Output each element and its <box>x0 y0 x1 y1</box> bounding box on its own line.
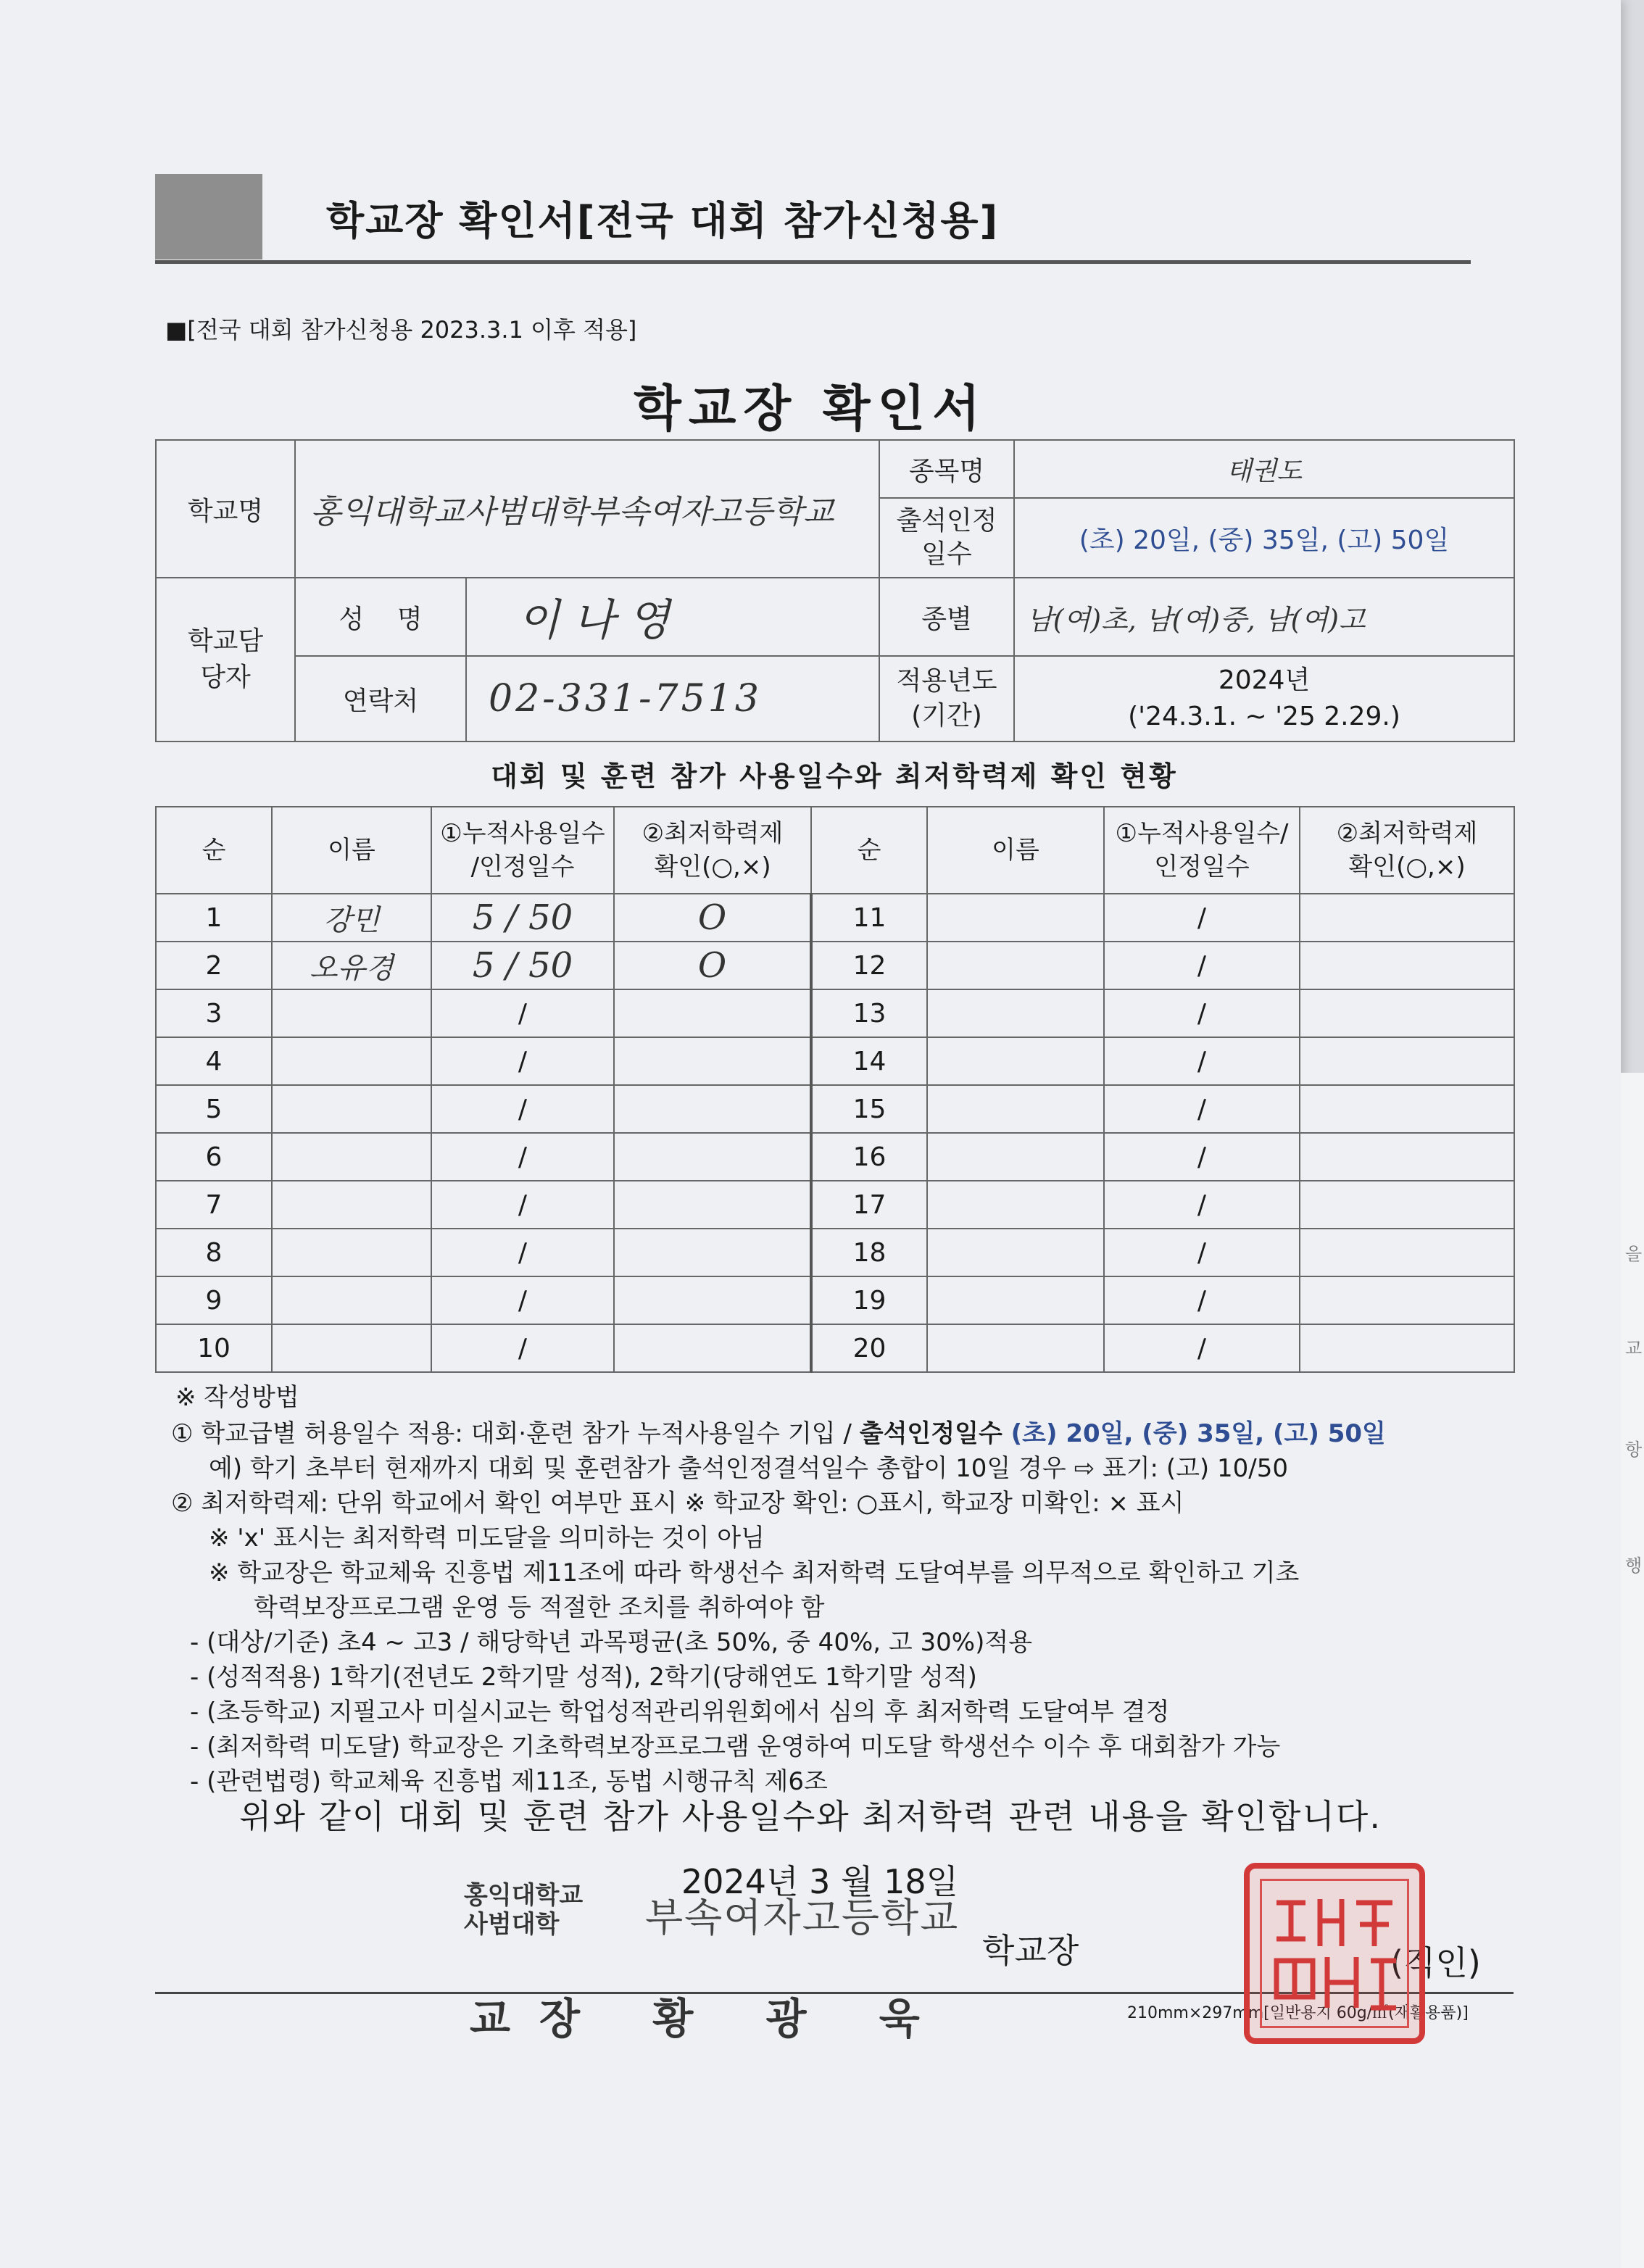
row-name <box>272 1229 431 1276</box>
col-days-r1: ①누적사용일수/ <box>1115 819 1289 848</box>
method-detail-1: - (대상/기준) 초4 ~ 고3 / 해당학년 과목평균(초 50%, 중 40%, 고 30%)적용 <box>190 1628 1033 1657</box>
header-title: 학교장 확인서[전국 대회 참가신청용] <box>326 198 1000 244</box>
row-name <box>272 1181 431 1229</box>
row-check <box>614 1229 811 1276</box>
table-row <box>156 1324 1514 1372</box>
method-1a: ① 학교급별 허용일수 적용: 대회·훈련 참가 누적사용일수 기입 / <box>171 1419 860 1448</box>
method-detail-3: - (초등학교) 지필고사 미실시교는 학업성적관리위원회에서 심의 후 최저학력 도달여부 결정 <box>190 1698 1170 1727</box>
row-name <box>272 1133 431 1181</box>
table-row <box>156 1085 1514 1133</box>
row-no-right: 16 <box>811 1133 927 1181</box>
info-table <box>155 439 1515 742</box>
row-check-right <box>1300 1037 1514 1085</box>
row-no: 3 <box>156 989 272 1037</box>
year-value: 2024년 <box>1218 665 1311 695</box>
table-row <box>156 1037 1514 1085</box>
contact-label: 연락처 <box>295 656 466 742</box>
row-no-right: 19 <box>811 1276 927 1324</box>
attendance-value: (초) 20일, (중) 35일, (고) 50일 <box>1014 498 1514 578</box>
year-label-1: 적용년도 <box>896 666 997 696</box>
row-check <box>614 1324 811 1372</box>
name-value: 이나영 <box>466 578 879 656</box>
method-detail-2: - (성적적용) 1학기(전년도 2학기말 성적), 2학기(당해연도 1학기말 성적) <box>190 1663 977 1692</box>
usage-table <box>155 806 1515 1373</box>
row-days: / <box>431 1181 614 1229</box>
header-rule <box>155 260 1471 264</box>
stamp-main: 부속여자고등학교 <box>645 1895 960 1940</box>
row-days-right: / <box>1104 942 1300 989</box>
row-name <box>272 1037 431 1085</box>
row-check <box>614 1181 811 1229</box>
row-check-right <box>1300 1181 1514 1229</box>
method-detail-4: - (최저학력 미도달) 학교장은 기초학력보장프로그램 운영하여 미도달 학생선수 이수 후 대회참가 가능 <box>190 1732 1281 1761</box>
row-no: 7 <box>156 1181 272 1229</box>
row-name <box>272 989 431 1037</box>
year-value-cell <box>1014 656 1514 742</box>
col-days <box>431 807 614 894</box>
table-row <box>156 1229 1514 1276</box>
row-days-right: / <box>1104 894 1300 942</box>
row-name-right <box>927 942 1104 989</box>
row-name-right <box>927 1181 1104 1229</box>
stamp-line2: 사범대학 <box>464 1910 560 1939</box>
row-no-right: 18 <box>811 1229 927 1276</box>
row-days: / <box>431 1133 614 1181</box>
col-days-r2: 인정일수 <box>1154 852 1250 881</box>
row-days: / <box>431 1229 614 1276</box>
confirm-statement: 위와 같이 대회 및 훈련 참가 사용일수와 최저학력 관련 내용을 확인합니다. <box>239 1797 1382 1836</box>
principal-name-stamp: 교장 황 광 욱 <box>470 1994 949 2043</box>
manager-label-text: 학교담당자 <box>187 626 264 692</box>
row-no-right: 15 <box>811 1085 927 1133</box>
stamp-small-text <box>464 1881 583 1939</box>
col-days-right <box>1104 807 1300 894</box>
edge-char-c: 항 <box>1625 1440 1643 1460</box>
section-title: 대회 및 훈련 참가 사용일수와 최저학력제 확인 현황 <box>491 760 1178 792</box>
row-no-right: 11 <box>811 894 927 942</box>
seal-pattern-icon <box>1262 1881 1407 2026</box>
row-check-right <box>1300 894 1514 942</box>
table-header-row <box>156 807 1514 894</box>
manager-label <box>156 578 295 742</box>
row-no: 10 <box>156 1324 272 1372</box>
row-check: O <box>614 942 811 989</box>
row-check-right <box>1300 1229 1514 1276</box>
row-no-right: 20 <box>811 1324 927 1372</box>
col-name-right: 이름 <box>927 807 1104 894</box>
col-no: 순 <box>156 807 272 894</box>
col-check-2: 확인(○,×) <box>654 852 771 881</box>
row-check <box>614 989 811 1037</box>
col-check-r1: ②최저학력제 <box>1336 819 1478 848</box>
table-row <box>156 1133 1514 1181</box>
table-row <box>156 1181 1514 1229</box>
gender-label: 종별 <box>879 578 1014 656</box>
method-1 <box>171 1413 1386 1449</box>
row-days: 5 / 50 <box>431 894 614 942</box>
header-gray-block <box>155 174 262 259</box>
year-label <box>879 656 1014 742</box>
table-row <box>156 942 1514 989</box>
row-name-right <box>927 1037 1104 1085</box>
name-label: 성 명 <box>295 578 466 656</box>
row-check <box>614 1085 811 1133</box>
method-2: ② 최저학력제: 단위 학교에서 확인 여부만 표시 ※ 학교장 확인: ○표시, 학교장 미확인: × 표시 <box>171 1489 1184 1518</box>
row-no: 1 <box>156 894 272 942</box>
sport-label: 종목명 <box>879 440 1014 498</box>
row-days: / <box>431 1324 614 1372</box>
table-body <box>156 894 1514 1372</box>
row-name-right <box>927 1085 1104 1133</box>
col-check-r2: 확인(○,×) <box>1348 852 1466 881</box>
attendance-label-text: 출석인정일수 <box>896 506 997 569</box>
row-check <box>614 1276 811 1324</box>
row-days-right: / <box>1104 989 1300 1037</box>
attendance-label <box>879 498 1014 578</box>
row-days: / <box>431 1276 614 1324</box>
row-days-right: / <box>1104 1037 1300 1085</box>
row-name: 강민 <box>272 894 431 942</box>
row-no-right: 12 <box>811 942 927 989</box>
edge-char-b: 교 <box>1625 1338 1643 1358</box>
row-days-right: / <box>1104 1276 1300 1324</box>
background-edge <box>1621 1073 1644 2268</box>
row-days-right: / <box>1104 1229 1300 1276</box>
confirm-date: 2024년 3 월 18일 <box>681 1862 959 1901</box>
row-days-right: / <box>1104 1324 1300 1372</box>
school-label: 학교명 <box>156 440 295 578</box>
method-1b: 출석인정일수 <box>859 1419 1011 1448</box>
method-1-example: 예) 학기 초부터 현재까지 대회 및 훈련참가 출석인정결석일수 총합이 10일 경우 ⇨ 표기: (고) 10/50 <box>209 1454 1288 1483</box>
row-check-right <box>1300 989 1514 1037</box>
row-name-right <box>927 1276 1104 1324</box>
row-days-right: / <box>1104 1085 1300 1133</box>
row-check: O <box>614 894 811 942</box>
row-check <box>614 1037 811 1085</box>
header-band <box>155 174 1471 259</box>
seal-inner <box>1260 1879 1409 2028</box>
row-no-right: 17 <box>811 1181 927 1229</box>
row-no-right: 13 <box>811 989 927 1037</box>
row-no: 6 <box>156 1133 272 1181</box>
gender-value: 남(여)초, 남(여)중, 남(여)고 <box>1014 578 1514 656</box>
row-name-right <box>927 894 1104 942</box>
school-name-stamp <box>464 1874 971 1953</box>
row-days: 5 / 50 <box>431 942 614 989</box>
school-value: 홍익대학교사범대학부속여자고등학교 <box>295 440 879 578</box>
row-check-right <box>1300 1276 1514 1324</box>
col-check-1: ②최저학력제 <box>642 819 784 848</box>
method-2-note2b: 학력보장프로그램 운영 등 적절한 조치를 취하여야 함 <box>254 1593 825 1622</box>
row-check-right <box>1300 1324 1514 1372</box>
main-title: 학교장 확인서 <box>634 381 987 438</box>
row-name-right <box>927 1324 1104 1372</box>
col-no-right: 순 <box>811 807 927 894</box>
row-no: 9 <box>156 1276 272 1324</box>
official-seal <box>1244 1863 1425 2044</box>
row-days-right: / <box>1104 1181 1300 1229</box>
row-name-right <box>927 989 1104 1037</box>
edge-char-a: 을 <box>1625 1244 1643 1264</box>
year-label-2: (기간) <box>911 701 982 731</box>
method-detail-5: - (관련법령) 학교체육 진흥법 제11조, 동법 시행규칙 제6조 <box>190 1767 828 1796</box>
row-no: 5 <box>156 1085 272 1133</box>
row-check <box>614 1133 811 1181</box>
year-period: ('24.3.1. ~ '25 2.29.) <box>1128 702 1400 731</box>
seal-label: (직인) <box>1390 1943 1481 1982</box>
col-days-2: /인정일수 <box>470 852 575 881</box>
col-days-1: ①누적사용일수 <box>440 819 605 848</box>
row-no-right: 14 <box>811 1037 927 1085</box>
row-days: / <box>431 1085 614 1133</box>
row-days: / <box>431 989 614 1037</box>
method-2-note2: ※ 학교장은 학교체육 진흥법 제11조에 따라 학생선수 최저학력 도달여부를 의무적으로 확인하고 기초 <box>209 1558 1300 1587</box>
row-name <box>272 1085 431 1133</box>
row-days: / <box>431 1037 614 1085</box>
subnote: ■[전국 대회 참가신청용 2023.3.1 이후 적용] <box>165 316 637 344</box>
edge-char-d: 행 <box>1625 1555 1643 1576</box>
table-row <box>156 1276 1514 1324</box>
row-name <box>272 1276 431 1324</box>
principal-label: 학교장 <box>982 1931 1079 1970</box>
table-row <box>156 989 1514 1037</box>
sport-value: 태권도 <box>1014 440 1514 498</box>
stamp-line1: 홍익대학교 <box>464 1881 584 1910</box>
row-check-right <box>1300 1133 1514 1181</box>
row-name <box>272 1324 431 1372</box>
method-heading: ※ 작성방법 <box>175 1383 299 1412</box>
table-row <box>156 894 1514 942</box>
col-check <box>614 807 811 894</box>
contact-value: 02-331-7513 <box>466 656 879 742</box>
row-name: 오유경 <box>272 942 431 989</box>
row-no: 2 <box>156 942 272 989</box>
row-no: 4 <box>156 1037 272 1085</box>
method-2-note1: ※ 'x' 표시는 최저학력 미도달을 의미하는 것이 아님 <box>209 1524 765 1553</box>
row-name-right <box>927 1229 1104 1276</box>
row-no: 8 <box>156 1229 272 1276</box>
row-days-right: / <box>1104 1133 1300 1181</box>
paper-spec: 210mm×297mm[일반용지 60g/㎡(재활용품)] <box>1127 2004 1469 2022</box>
row-check-right <box>1300 942 1514 989</box>
col-name: 이름 <box>272 807 431 894</box>
col-check-right <box>1300 807 1514 894</box>
method-1c: (초) 20일, (중) 35일, (고) 50일 <box>1010 1419 1386 1448</box>
row-name-right <box>927 1133 1104 1181</box>
row-check-right <box>1300 1085 1514 1133</box>
